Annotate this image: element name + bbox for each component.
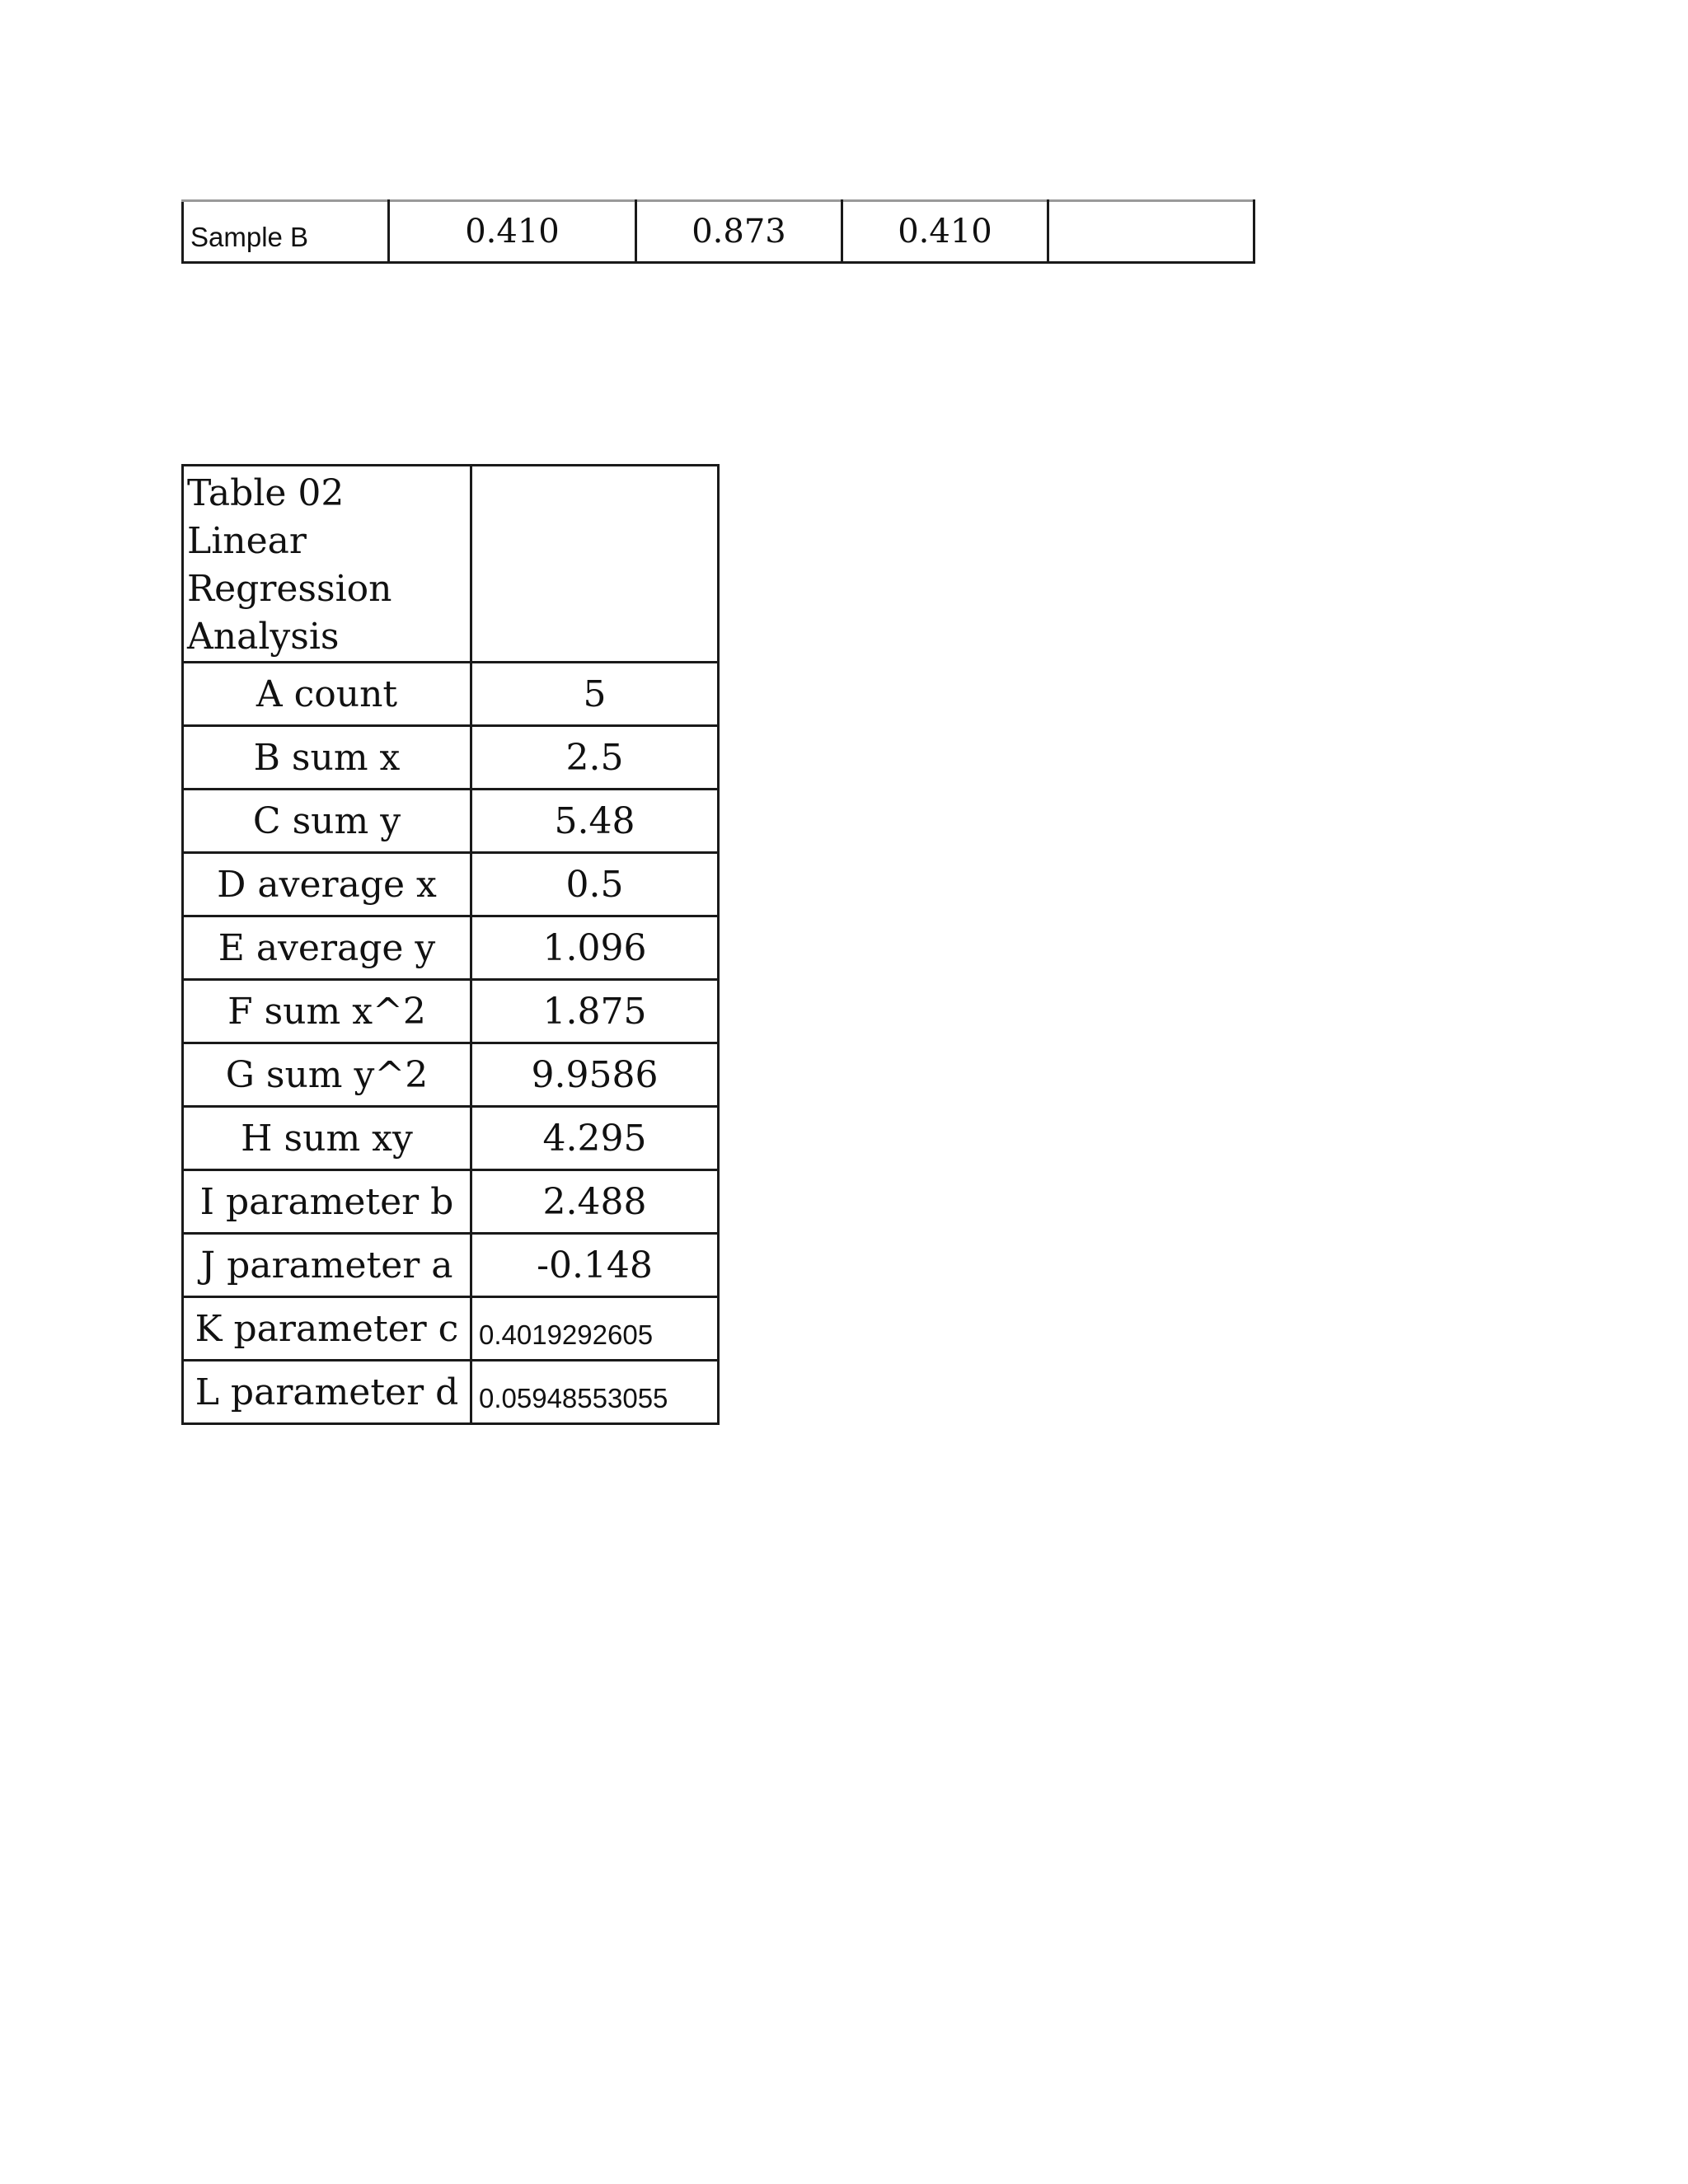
table-row bbox=[183, 1043, 719, 1107]
row-label: G sum y^2 bbox=[183, 1043, 471, 1107]
row-value: 0.4019292605 bbox=[471, 1297, 719, 1361]
table-title-value bbox=[471, 466, 719, 663]
table-row bbox=[183, 663, 719, 726]
row-value: -0.148 bbox=[471, 1234, 719, 1297]
row-label: J parameter a bbox=[183, 1234, 471, 1297]
row-value: 1.875 bbox=[471, 980, 719, 1043]
sample-value: 0.873 bbox=[636, 201, 842, 263]
table-header-row bbox=[183, 466, 719, 663]
sample-table bbox=[181, 199, 1255, 264]
regression-table bbox=[181, 464, 720, 1425]
table-row bbox=[183, 726, 719, 790]
table-row bbox=[183, 1361, 719, 1424]
sample-value: 0.410 bbox=[389, 201, 636, 263]
row-value: 5.48 bbox=[471, 790, 719, 853]
sample-value: 0.410 bbox=[842, 201, 1048, 263]
row-label: D average x bbox=[183, 853, 471, 916]
row-label: L parameter d bbox=[183, 1361, 471, 1424]
row-value: 4.295 bbox=[471, 1107, 719, 1170]
row-label: F sum x^2 bbox=[183, 980, 471, 1043]
row-value: 2.5 bbox=[471, 726, 719, 790]
row-label: I parameter b bbox=[183, 1170, 471, 1234]
row-value: 1.096 bbox=[471, 916, 719, 980]
row-label: K parameter c bbox=[183, 1297, 471, 1361]
table-row bbox=[183, 790, 719, 853]
table-title: Table 02 Linear Regression Analysis bbox=[183, 466, 471, 663]
table-row bbox=[183, 1107, 719, 1170]
row-value: 0.5 bbox=[471, 853, 719, 916]
table-row bbox=[183, 201, 1254, 263]
sample-label: Sample B bbox=[183, 201, 389, 263]
row-label: E average y bbox=[183, 916, 471, 980]
row-label: C sum y bbox=[183, 790, 471, 853]
sample-value bbox=[1048, 201, 1254, 263]
table-row bbox=[183, 1170, 719, 1234]
row-value: 5 bbox=[471, 663, 719, 726]
table-row bbox=[183, 980, 719, 1043]
row-value: 9.9586 bbox=[471, 1043, 719, 1107]
table-row bbox=[183, 916, 719, 980]
table-row bbox=[183, 1234, 719, 1297]
row-value: 2.488 bbox=[471, 1170, 719, 1234]
row-label: B sum x bbox=[183, 726, 471, 790]
row-label: H sum xy bbox=[183, 1107, 471, 1170]
table-row bbox=[183, 1297, 719, 1361]
row-value: 0.05948553055 bbox=[471, 1361, 719, 1424]
table-row bbox=[183, 853, 719, 916]
row-label: A count bbox=[183, 663, 471, 726]
